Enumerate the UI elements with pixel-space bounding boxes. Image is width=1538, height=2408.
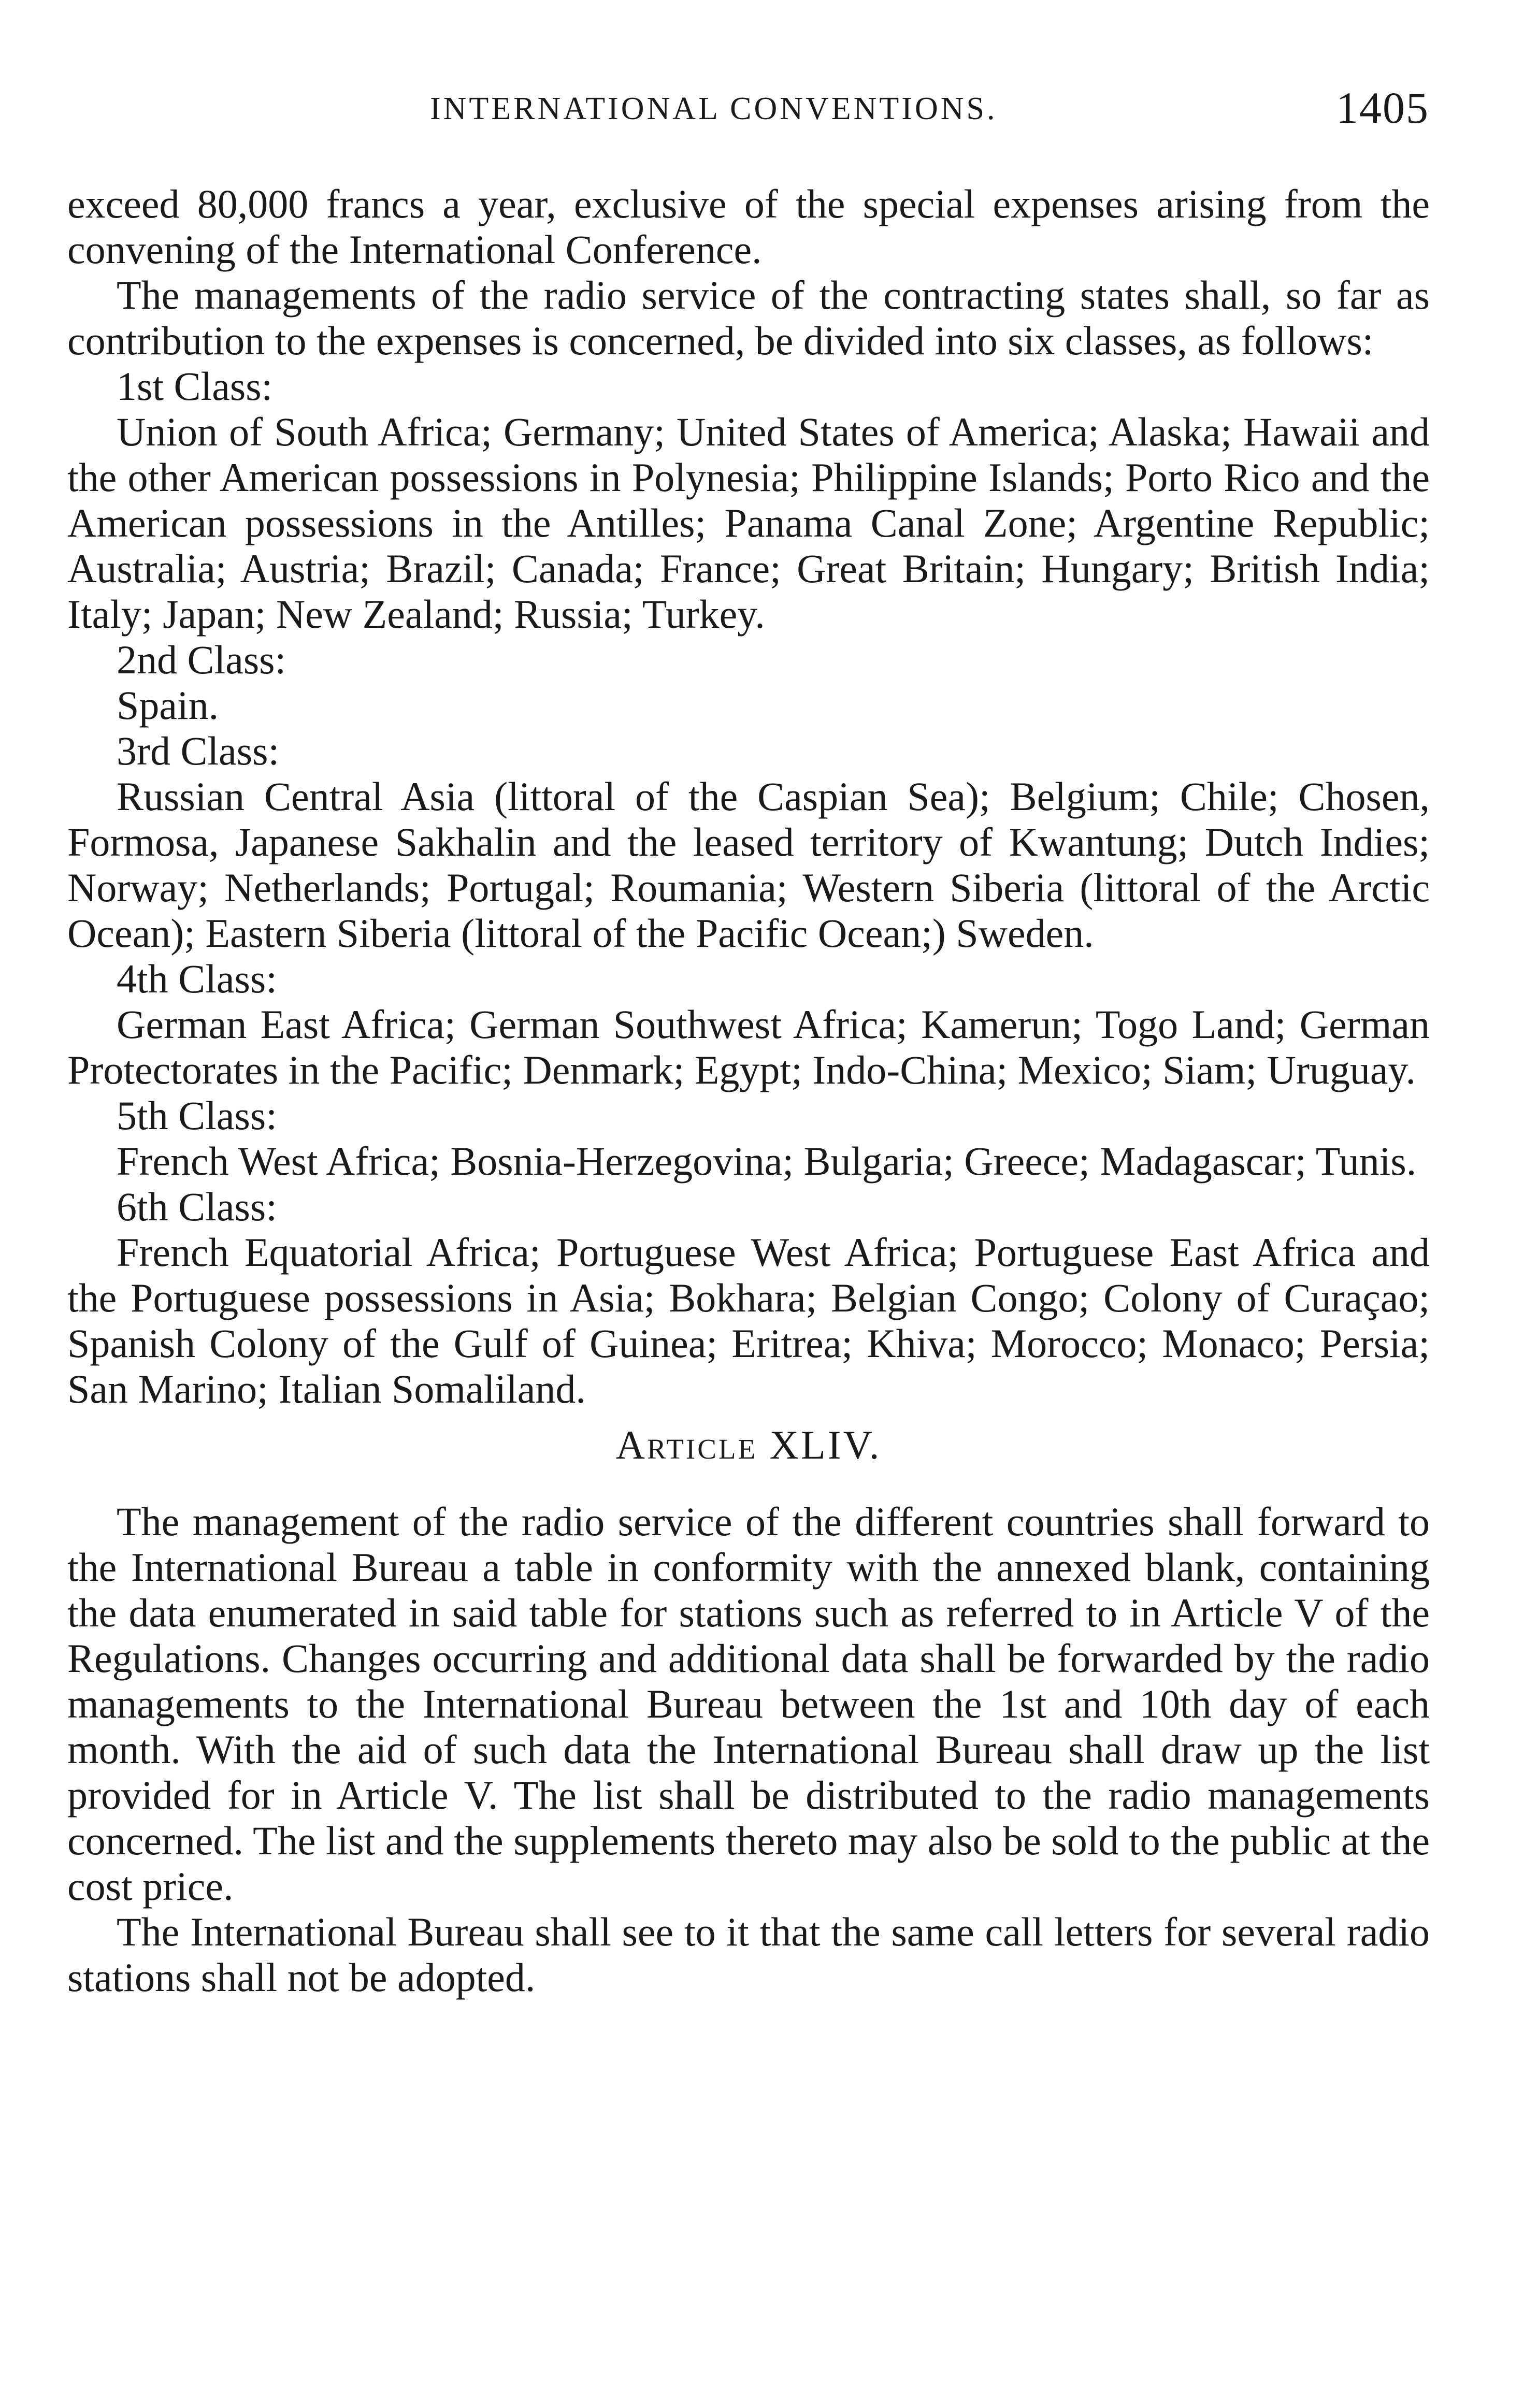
paragraph-continuation: exceed 80,000 francs a year, exclusive of the special expenses arising from the convening of the International Conference. <box>67 181 1430 272</box>
class-label-6: 6th Class: <box>117 1184 277 1229</box>
article-paragraph-2: The International Bureau shall see to it that the same call letters for several radio stations shall not be adopted. <box>67 1909 1430 2000</box>
class-label-1: 1st Class: <box>117 364 273 409</box>
class-members-5: French West Africa; Bosnia-Herzegovina; Bulgaria; Greece; Madagascar; Tunis. <box>117 1138 1417 1184</box>
class-label-5: 5th Class: <box>117 1093 277 1138</box>
class-members-6: French Equatorial Africa; Portuguese West Africa; Portuguese East Africa and the Portuguese possessions in Asia; Bokhara; Belgian Congo; Colony of Curaçao; Spanish Colony of the Gulf of Guinea; Eritrea; Khiva; Morocco; Monaco; Persia; San Marino; Italian Somaliland. <box>67 1230 1430 1411</box>
article-heading: Article XLIV. <box>615 1422 882 1467</box>
page-number: 1405 <box>1336 83 1429 133</box>
class-members-4: German East Africa; German Southwest Africa; Kamerun; Togo Land; German Protectorates in the Pacific; Denmark; Egypt; Indo-China; Mexico; Siam; Uruguay. <box>67 1002 1430 1092</box>
class-label-3: 3rd Class: <box>117 728 280 773</box>
body-text <box>67 181 1430 2000</box>
class-members-1: Union of South Africa; Germany; United States of America; Alaska; Hawaii and the other American possessions in Polynesia; Philippine Islands; Porto Rico and the American possessions in the Antilles; Panama Canal Zone; Argentine Republic; Australia; Austria; Brazil; Canada; France; Great Britain; Hungary; British India; Italy; Japan; New Zealand; Russia; Turkey. <box>67 409 1430 637</box>
class-members-3: Russian Central Asia (littoral of the Caspian Sea); Belgium; Chile; Chosen, Formosa, Japanese Sakhalin and the leased territory of Kwantung; Dutch Indies; Norway; Netherlands; Portugal; Roumania; Western Siberia (littoral of the Arctic Ocean); Eastern Siberia (littoral of the Pacific Ocean;) Sweden. <box>67 774 1430 956</box>
class-label-2: 2nd Class: <box>117 637 286 682</box>
running-header: INTERNATIONAL CONVENTIONS. <box>430 91 998 126</box>
paragraph-classes-intro: The managements of the radio service of the contracting states shall, so far as contribution to the expenses is concerned, be divided into six classes, as follows: <box>67 272 1430 363</box>
class-label-4: 4th Class: <box>117 956 277 1001</box>
article-paragraph-1: The management of the radio service of the different countries shall forward to the International Bureau a table in conformity with the annexed blank, containing the data enumerated in said table for stations such as referred to in Article V of the Regulations. Changes occurring and additional data shall be forwarded by the radio managements to the International Bureau between the 1st and 10th day of each month. With the aid of such data the International Bureau shall draw up the list provided for in Article V. The list shall be distributed to the radio managements concerned. The list and the supplements thereto may also be sold to the public at the cost price. <box>67 1499 1430 1909</box>
class-members-2: Spain. <box>117 683 219 728</box>
